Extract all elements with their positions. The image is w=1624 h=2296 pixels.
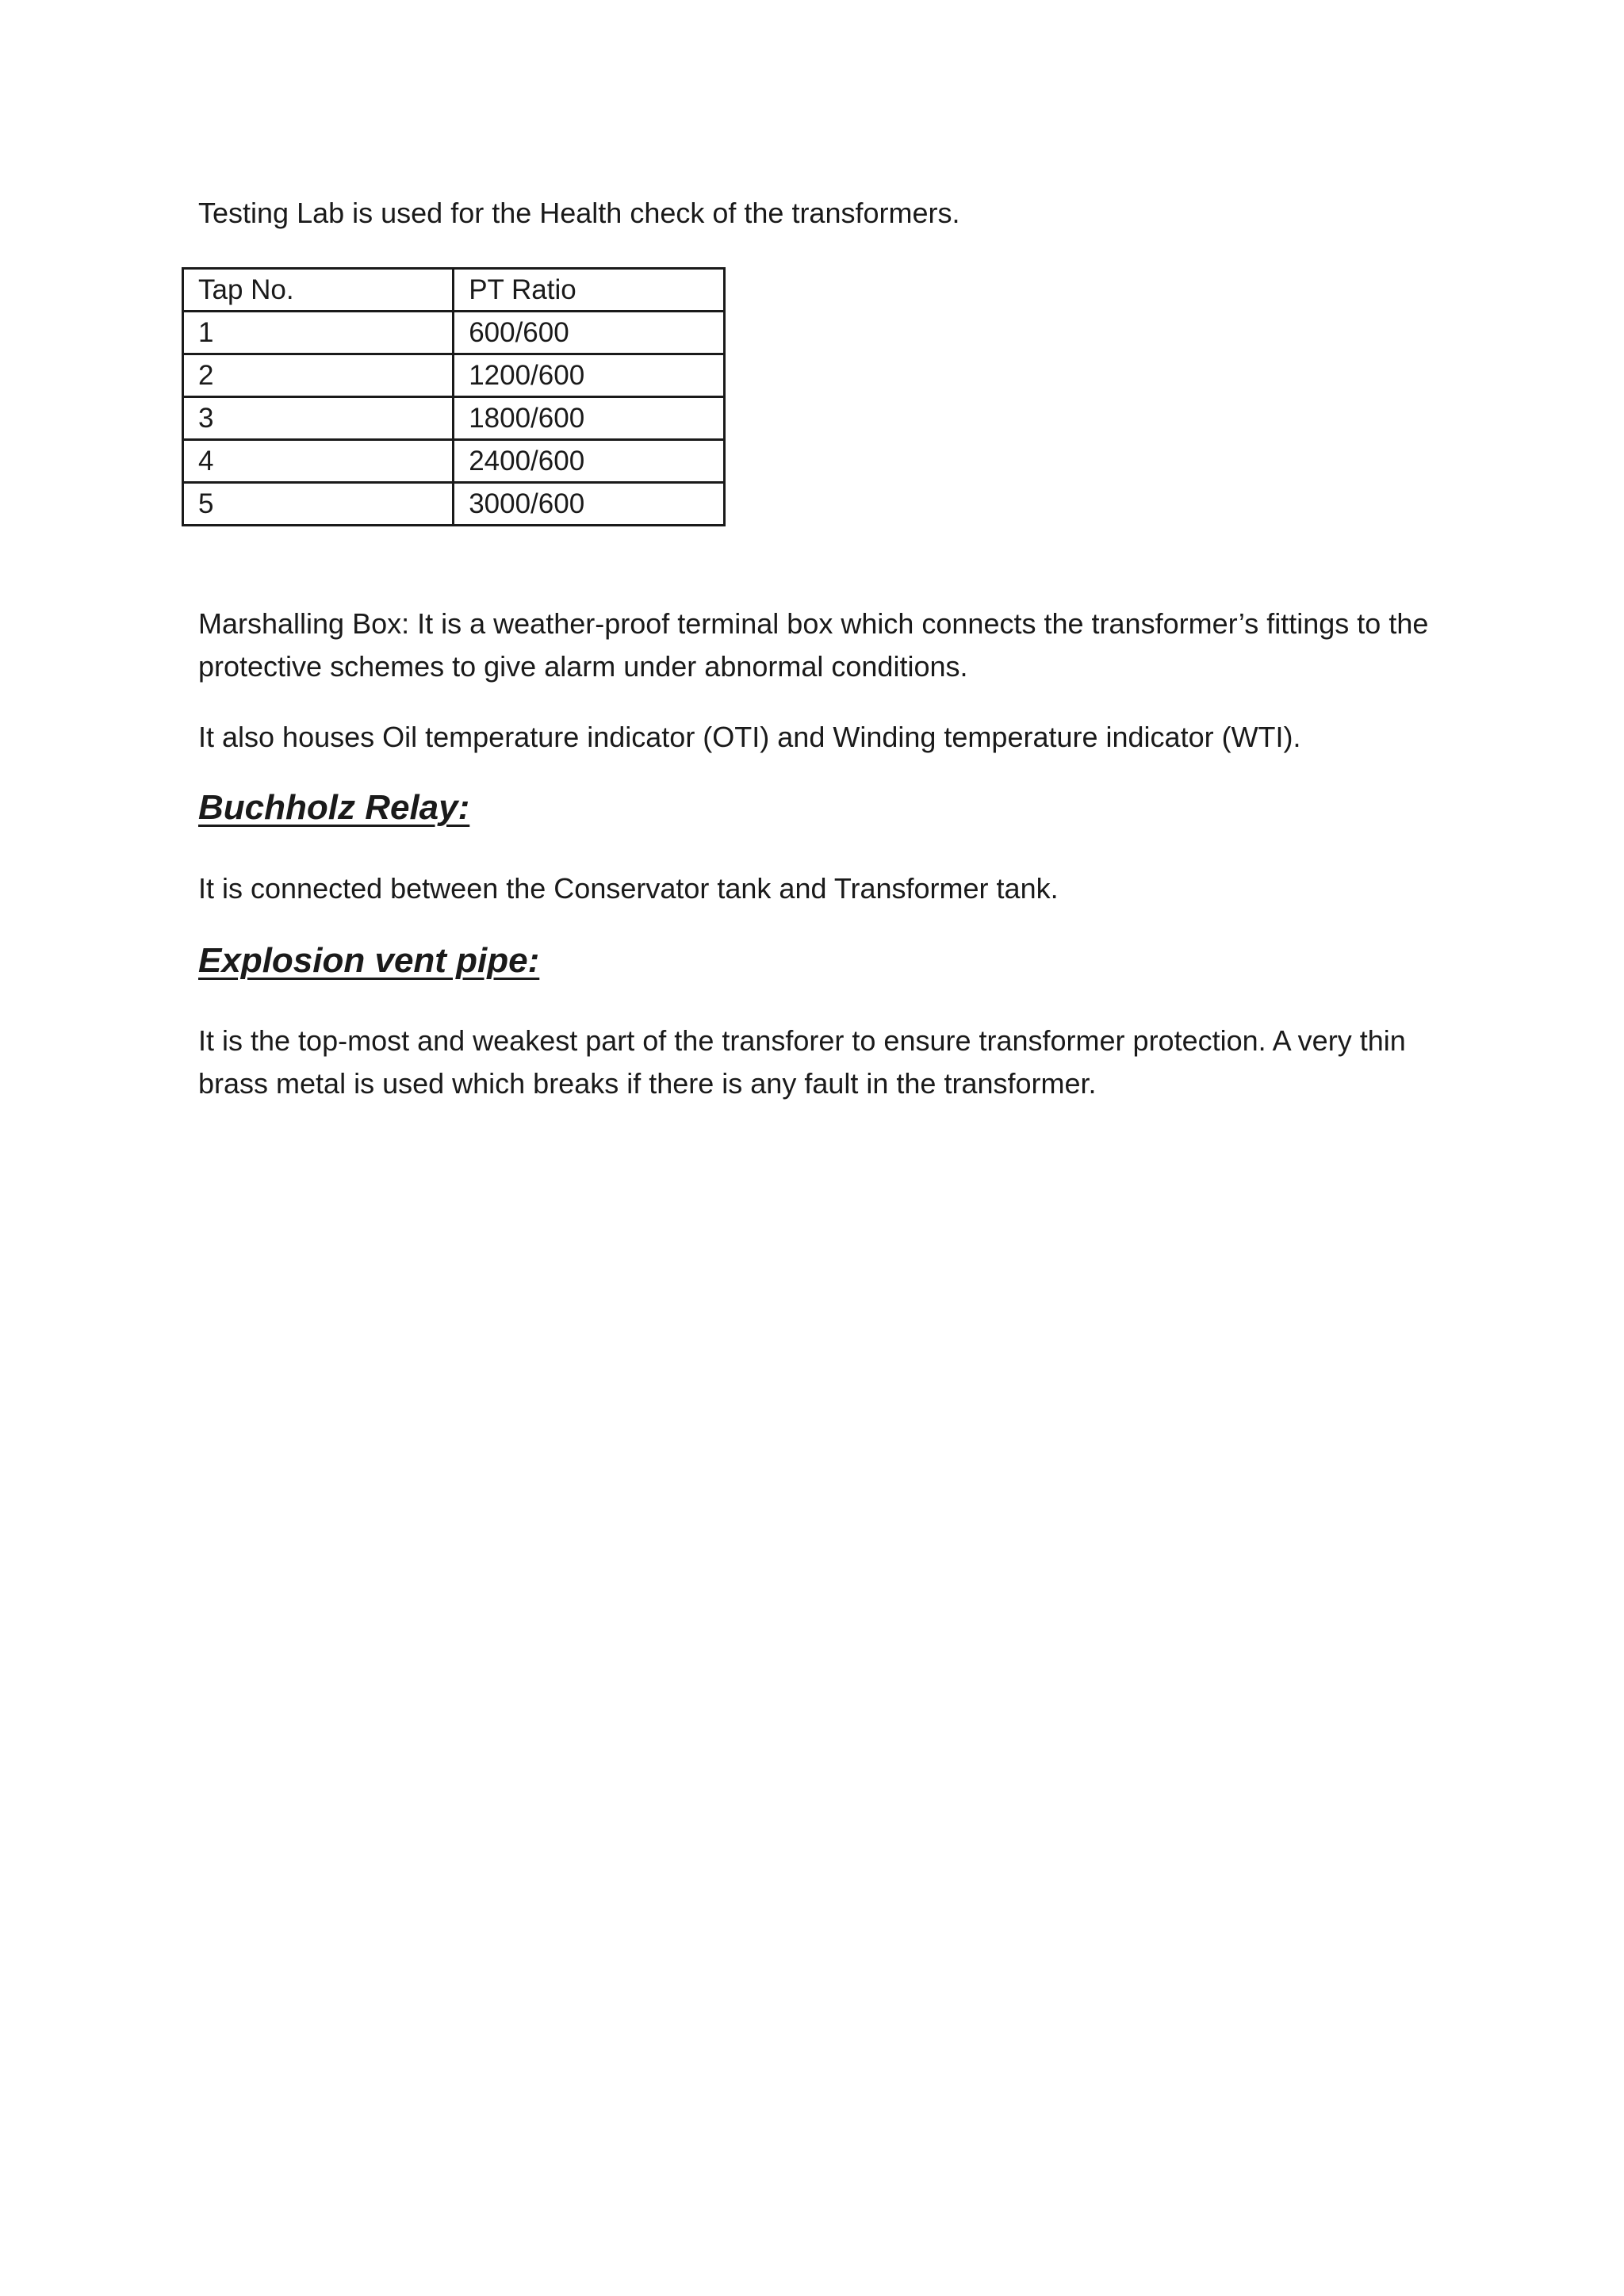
table-cell-tap: 4 (183, 440, 454, 483)
buchholz-heading: Buchholz Relay: (198, 788, 470, 827)
table-cell-ratio: 1800/600 (454, 397, 725, 440)
table-cell-ratio: 3000/600 (454, 483, 725, 526)
explosion-paragraph (198, 1020, 1451, 1105)
table-cell-tap: 5 (183, 483, 454, 526)
table-row (183, 483, 725, 526)
table-cell-tap: 3 (183, 397, 454, 440)
table-cell-tap: 1 (183, 312, 454, 354)
table-row (183, 312, 725, 354)
table-header-cell: PT Ratio (454, 269, 725, 312)
table-cell-ratio: 2400/600 (454, 440, 725, 483)
table-cell-ratio: 1200/600 (454, 354, 725, 397)
table-cell-ratio: 600/600 (454, 312, 725, 354)
table-row (183, 397, 725, 440)
marshalling-line-2: protective schemes to give alarm under abnormal conditions. (198, 650, 968, 683)
marshalling-indicators-paragraph: It also houses Oil temperature indicator (OTI) and Winding temperature indicator (WTI). (198, 721, 1301, 753)
tap-ratio-table (182, 267, 726, 526)
explosion-line-1: It is the top-most and weakest part of the transforer to ensure transformer protection. A very thin (198, 1024, 1406, 1057)
buchholz-paragraph: It is connected between the Conservator tank and Transformer tank. (198, 872, 1059, 905)
table-header-cell: Tap No. (183, 269, 454, 312)
explosion-heading: Explosion vent pipe: (198, 941, 540, 980)
table-row (183, 354, 725, 397)
explosion-line-2: brass metal is used which breaks if there is any fault in the transformer. (198, 1067, 1097, 1100)
marshalling-line-1: Marshalling Box: It is a weather-proof terminal box which connects the transformer’s fittings to the (198, 607, 1429, 640)
table-header-row (183, 269, 725, 312)
marshalling-paragraph (198, 603, 1451, 688)
table-row (183, 440, 725, 483)
table-cell-tap: 2 (183, 354, 454, 397)
intro-paragraph: Testing Lab is used for the Health check of the transformers. (198, 197, 960, 229)
